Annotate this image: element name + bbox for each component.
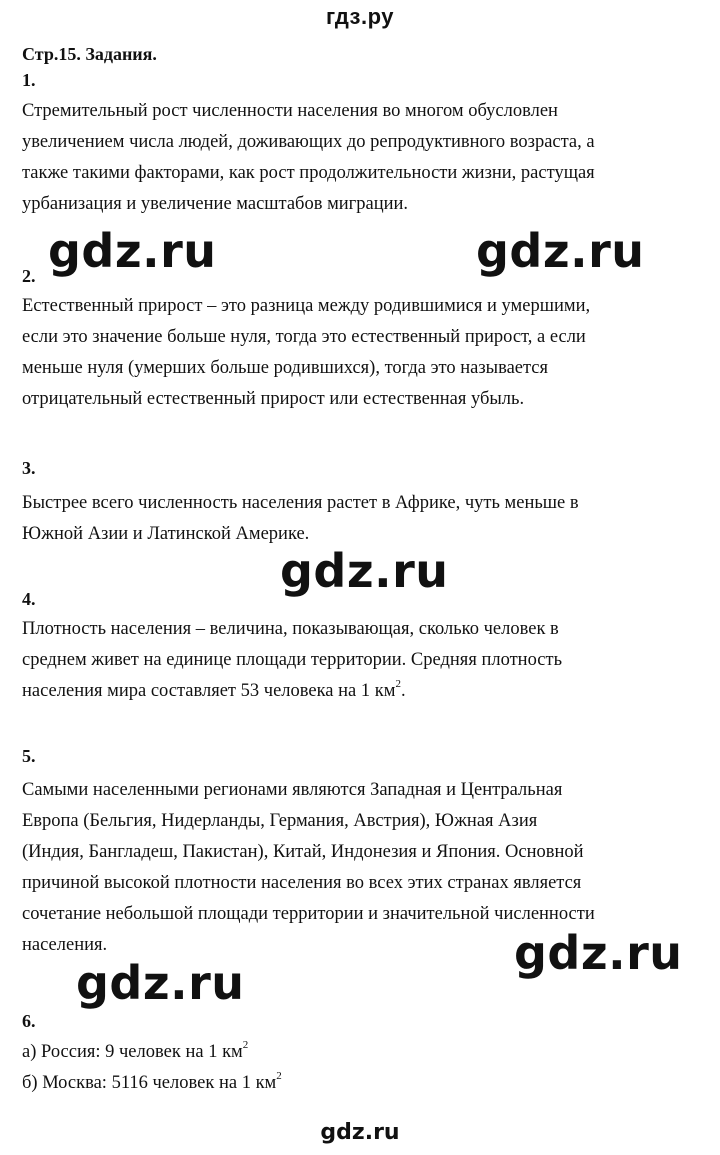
task-6-text bbox=[22, 1037, 712, 1099]
task-2-line: Естественный прирост – это разница между родившимися и умершими, bbox=[22, 296, 591, 316]
square-superscript: 2 bbox=[395, 678, 401, 690]
task-2-text bbox=[22, 291, 712, 415]
task-6-line bbox=[22, 1037, 712, 1068]
task-2-line: если это значение больше нуля, тогда это естественный прирост, а если bbox=[22, 327, 586, 347]
task-4-text bbox=[22, 614, 712, 707]
square-superscript: 2 bbox=[242, 1039, 249, 1051]
task-6-line-text: б) Москва: 5116 человек на 1 км bbox=[22, 1073, 277, 1093]
watermark-logo: gdz.ru bbox=[76, 956, 245, 1010]
task-1-line: увеличением числа людей, доживающих до репродуктивного возраста, а bbox=[22, 132, 595, 152]
task-4-line-text: населения мира составляет 53 человека на 1 км bbox=[22, 681, 396, 701]
footer-site-link[interactable]: gdz.ru bbox=[320, 1120, 400, 1145]
watermark-logo: gdz.ru bbox=[280, 544, 449, 598]
task-2-number: 2. bbox=[22, 266, 36, 286]
task-4-period: . bbox=[400, 681, 406, 701]
page-title: Стр.15. Задания. bbox=[22, 44, 157, 64]
task-2-line: отрицательный естественный прирост или естественная убыль. bbox=[22, 389, 525, 409]
task-1-line: Стремительный рост численности населения во многом обусловлен bbox=[22, 101, 558, 121]
task-3-text bbox=[22, 488, 712, 550]
task-5-line: причиной высокой плотности населения во всех этих странах является bbox=[22, 873, 582, 893]
task-6-number: 6. bbox=[22, 1011, 36, 1031]
task-6-line-text: а) Россия: 9 человек на 1 км bbox=[22, 1042, 243, 1062]
watermark-logo: gdz.ru bbox=[48, 224, 217, 278]
task-5-line: Европа (Бельгия, Нидерланды, Германия, Австрия), Южная Азия bbox=[22, 811, 538, 831]
task-1-line: также такими факторами, как рост продолжительности жизни, растущая bbox=[22, 163, 595, 183]
watermark-logo: gdz.ru bbox=[514, 926, 683, 980]
task-1-line: урбанизация и увеличение масштабов миграции. bbox=[22, 194, 409, 214]
task-4-line: Плотность населения – величина, показывающая, сколько человек в bbox=[22, 619, 559, 639]
task-5-line: Самыми населенными регионами являются Западная и Центральная bbox=[22, 780, 563, 800]
watermark-logo: gdz.ru bbox=[476, 224, 645, 278]
task-2-line: меньше нуля (умерших больше родившихся), тогда это называется bbox=[22, 358, 549, 378]
task-5-line: сочетание небольшой площади территории и значительной численности bbox=[22, 904, 595, 924]
task-6-line bbox=[22, 1068, 712, 1099]
task-4-line bbox=[22, 676, 712, 707]
site-header: гдз.ру bbox=[326, 4, 394, 29]
task-3-line: Быстрее всего численность населения растет в Африке, чуть меньше в bbox=[22, 493, 579, 513]
task-5-line: (Индия, Бангладеш, Пакистан), Китай, Индонезия и Япония. Основной bbox=[22, 842, 584, 862]
square-superscript: 2 bbox=[276, 1070, 282, 1082]
task-3-line: Южной Азии и Латинской Америке. bbox=[22, 524, 310, 544]
task-1-number: 1. bbox=[22, 70, 36, 90]
task-5-line: населения. bbox=[22, 935, 108, 955]
task-5-number: 5. bbox=[22, 746, 36, 766]
task-1-text bbox=[22, 96, 712, 220]
task-4-line: среднем живет на единице площади территории. Средняя плотность bbox=[22, 650, 563, 670]
task-4-number: 4. bbox=[22, 589, 36, 609]
task-3-number: 3. bbox=[22, 458, 36, 478]
